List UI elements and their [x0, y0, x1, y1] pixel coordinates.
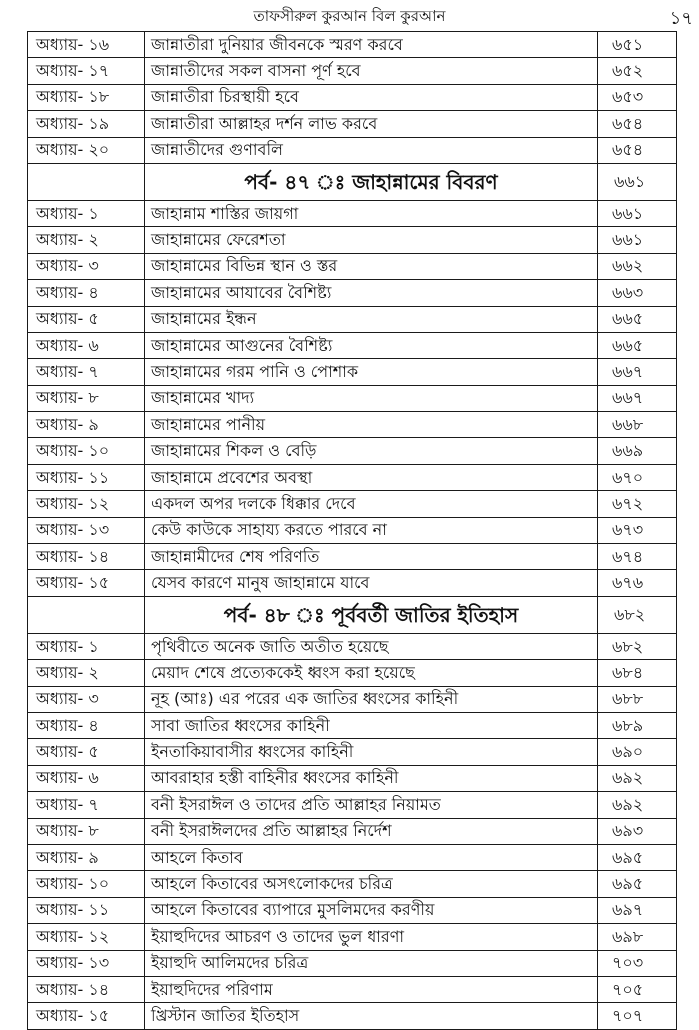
page-number-cell: ৬৮৮ [598, 686, 677, 712]
title-cell: জাহান্নামের আযাবের বৈশিষ্ট্য [145, 280, 598, 306]
page-number-cell: ৬৮২ [598, 633, 677, 659]
title-cell: জাহান্নামের শিকল ও বেড়ি [145, 438, 598, 464]
title-cell: বনী ইসরাঈলদের প্রতি আল্লাহর নির্দেশ [145, 818, 598, 844]
page-number-cell: ৬৬৭ [598, 385, 677, 411]
chapter-cell: অধ্যায়- ১ [28, 200, 145, 226]
table-row [28, 438, 677, 464]
chapter-cell: অধ্যায়- ৪ [28, 280, 145, 306]
chapter-cell: অধ্যায়- ৪ [28, 712, 145, 738]
chapter-cell: অধ্যায়- ৩ [28, 253, 145, 279]
title-cell: ইয়াহুদি আলিমদের চরিত্র [145, 950, 598, 976]
chapter-cell: অধ্যায়- ৫ [28, 306, 145, 332]
chapter-cell: অধ্যায়- ১৪ [28, 544, 145, 570]
chapter-cell: অধ্যায়- ১৭ [28, 58, 145, 84]
title-cell: জাহান্নামে প্রবেশের অবস্থা [145, 464, 598, 490]
chapter-cell: অধ্যায়- ১৩ [28, 950, 145, 976]
title-cell: একদল অপর দলকে ধিক্কার দেবে [145, 491, 598, 517]
table-of-contents [27, 31, 677, 1030]
table-row [28, 633, 677, 659]
chapter-cell: অধ্যায়- ৬ [28, 332, 145, 358]
page-number-cell: ৬৫২ [598, 58, 677, 84]
page-header [0, 0, 699, 30]
chapter-cell: অধ্যায়- ৮ [28, 385, 145, 411]
title-cell: যেসব কারণে মানুষ জাহান্নামে যাবে [145, 570, 598, 596]
page-number-cell: ৭০৩ [598, 950, 677, 976]
title-cell: জান্নাতীরা দুনিয়ার জীবনকে স্মরণ করবে [145, 32, 598, 58]
page-number-cell: ৭০৭ [598, 1003, 677, 1029]
table-row [28, 818, 677, 844]
table-row [28, 332, 677, 358]
title-cell: আহলে কিতাব [145, 844, 598, 870]
page-number-cell: ৬৭৩ [598, 517, 677, 543]
title-cell: জাহান্নামের ইন্ধন [145, 306, 598, 332]
page-number-cell: ৬৬১ [598, 227, 677, 253]
chapter-cell: অধ্যায়- ১৬ [28, 32, 145, 58]
title-cell: জান্নাতীদের গুণাবলি [145, 137, 598, 163]
part-title-cell: পর্ব- ৪৭ ঃ জাহান্নামের বিবরণ [145, 163, 598, 200]
title-cell: জান্নাতীরা চিরস্থায়ী হবে [145, 84, 598, 110]
page-number-cell: ৬৭৬ [598, 570, 677, 596]
table-row [28, 976, 677, 1002]
part-heading-row [28, 163, 677, 200]
page-number-cell: ৭০৫ [598, 976, 677, 1002]
title-cell: আবরাহার হস্তী বাহিনীর ধ্বংসের কাহিনী [145, 765, 598, 791]
table-row [28, 544, 677, 570]
chapter-cell: অধ্যায়- ১২ [28, 491, 145, 517]
title-cell: পৃথিবীতে অনেক জাতি অতীত হয়েছে [145, 633, 598, 659]
title-cell: আহলে কিতাবের ব্যাপারে মুসলিমদের করণীয় [145, 897, 598, 923]
chapter-cell: অধ্যায়- ১১ [28, 464, 145, 490]
title-cell: জান্নাতীদের সকল বাসনা পূর্ণ হবে [145, 58, 598, 84]
chapter-cell: অধ্যায়- ১১ [28, 897, 145, 923]
page-number-cell: ৬৯৫ [598, 844, 677, 870]
table-row [28, 897, 677, 923]
chapter-cell: অধ্যায়- ৯ [28, 412, 145, 438]
toc-body [28, 32, 677, 1030]
page-number-cell: ৬৯৭ [598, 897, 677, 923]
title-cell: নূহ (আঃ) এর পরের এক জাতির ধ্বংসের কাহিনী [145, 686, 598, 712]
table-row [28, 1003, 677, 1029]
chapter-cell: অধ্যায়- ৭ [28, 792, 145, 818]
title-cell: জাহান্নামীদের শেষ পরিণতি [145, 544, 598, 570]
chapter-cell: অধ্যায়- ১৯ [28, 111, 145, 137]
title-cell: ইনতাকিয়াবাসীর ধ্বংসের কাহিনী [145, 739, 598, 765]
table-row [28, 517, 677, 543]
page-number-cell: ৬৯০ [598, 739, 677, 765]
table-row [28, 385, 677, 411]
title-cell: কেউ কাউকে সাহায্য করতে পারবে না [145, 517, 598, 543]
running-header-title: তাফসীরুল কুরআন বিল কুরআন [253, 7, 446, 25]
chapter-cell: অধ্যায়- ১ [28, 633, 145, 659]
table-row [28, 306, 677, 332]
page-number-cell: ৬৯৮ [598, 924, 677, 950]
page-number-cell: ৬৭০ [598, 464, 677, 490]
title-cell: খ্রিস্টান জাতির ইতিহাস [145, 1003, 598, 1029]
title-cell: জান্নাতীরা আল্লাহর দর্শন লাভ করবে [145, 111, 598, 137]
table-row [28, 660, 677, 686]
page-number-cell: ৬৫৩ [598, 84, 677, 110]
chapter-cell: অধ্যায়- ২ [28, 227, 145, 253]
page-number-cell: ৬৫৪ [598, 137, 677, 163]
page-number-cell: ৬৬৫ [598, 306, 677, 332]
page-number-cell: ৬৯২ [598, 792, 677, 818]
chapter-cell: অধ্যায়- ১৮ [28, 84, 145, 110]
title-cell: জাহান্নাম শাস্তির জায়গা [145, 200, 598, 226]
page-number-cell: ৬৬৭ [598, 359, 677, 385]
page-number-cell: ৬৬১ [598, 200, 677, 226]
chapter-cell: অধ্যায়- ২ [28, 660, 145, 686]
title-cell: জাহান্নামের বিভিন্ন স্থান ও স্তর [145, 253, 598, 279]
table-row [28, 686, 677, 712]
chapter-cell: অধ্যায়- ১২ [28, 924, 145, 950]
table-row [28, 712, 677, 738]
part-title-cell: পর্ব- ৪৮ ঃ পূর্ববর্তী জাতির ইতিহাস [145, 596, 598, 633]
page-number-cell: ৬৮২ [598, 596, 677, 633]
table-row [28, 765, 677, 791]
chapter-cell: অধ্যায়- ৮ [28, 818, 145, 844]
title-cell: জাহান্নামের আগুনের বৈশিষ্ট্য [145, 332, 598, 358]
page-number-cell: ৬৯৫ [598, 871, 677, 897]
title-cell: বনী ইসরাঈল ও তাদের প্রতি আল্লাহর নিয়ামত [145, 792, 598, 818]
table-row [28, 792, 677, 818]
table-row [28, 111, 677, 137]
chapter-cell: অধ্যায়- ১৫ [28, 570, 145, 596]
title-cell: জাহান্নামের ফেরেশতা [145, 227, 598, 253]
table-row [28, 570, 677, 596]
page-number-cell: ৬৬৯ [598, 438, 677, 464]
chapter-cell: অধ্যায়- ১৩ [28, 517, 145, 543]
table-row [28, 280, 677, 306]
chapter-cell: অধ্যায়- ৭ [28, 359, 145, 385]
page-number-cell: ৬৬৩ [598, 280, 677, 306]
table-row [28, 871, 677, 897]
page-number-cell: ৬৬৫ [598, 332, 677, 358]
table-row [28, 58, 677, 84]
table-row [28, 84, 677, 110]
page-number-cell: ৬৮৯ [598, 712, 677, 738]
table-row [28, 137, 677, 163]
title-cell: জাহান্নামের খাদ্য [145, 385, 598, 411]
table-row [28, 844, 677, 870]
table-row [28, 464, 677, 490]
page-number-cell: ৬৬৮ [598, 412, 677, 438]
title-cell: সাবা জাতির ধ্বংসের কাহিনী [145, 712, 598, 738]
chapter-cell: অধ্যায়- ৬ [28, 765, 145, 791]
title-cell: আহলে কিতাবের অসৎলোকদের চরিত্র [145, 871, 598, 897]
table-row [28, 412, 677, 438]
chapter-cell: অধ্যায়- ৩ [28, 686, 145, 712]
page-number-cell: ৬৭২ [598, 491, 677, 517]
table-row [28, 200, 677, 226]
table-row [28, 32, 677, 58]
chapter-cell: অধ্যায়- ১০ [28, 871, 145, 897]
title-cell: ইয়াহুদিদের আচরণ ও তাদের ভুল ধারণা [145, 924, 598, 950]
chapter-cell: অধ্যায়- ৫ [28, 739, 145, 765]
table-row [28, 227, 677, 253]
chapter-cell [28, 596, 145, 633]
page-number: ১৭ [669, 8, 693, 29]
title-cell: ইয়াহুদিদের পরিণাম [145, 976, 598, 1002]
chapter-cell: অধ্যায়- ২০ [28, 137, 145, 163]
chapter-cell: অধ্যায়- ১৪ [28, 976, 145, 1002]
page-number-cell: ৬৬১ [598, 163, 677, 200]
table-row [28, 491, 677, 517]
page-number-cell: ৬৫৪ [598, 111, 677, 137]
table-row [28, 359, 677, 385]
chapter-cell [28, 163, 145, 200]
table-row [28, 950, 677, 976]
page-number-cell: ৬৮৪ [598, 660, 677, 686]
page-number-cell: ৬৫১ [598, 32, 677, 58]
chapter-cell: অধ্যায়- ১০ [28, 438, 145, 464]
part-heading-row [28, 596, 677, 633]
page-number-cell: ৬৭৪ [598, 544, 677, 570]
table-row [28, 924, 677, 950]
page-number-cell: ৬৯৩ [598, 818, 677, 844]
title-cell: মেয়াদ শেষে প্রত্যেককেই ধ্বংস করা হয়েছে [145, 660, 598, 686]
title-cell: জাহান্নামের পানীয় [145, 412, 598, 438]
page-number-cell: ৬৯২ [598, 765, 677, 791]
table-row [28, 739, 677, 765]
title-cell: জাহান্নামের গরম পানি ও পোশাক [145, 359, 598, 385]
chapter-cell: অধ্যায়- ৯ [28, 844, 145, 870]
table-row [28, 253, 677, 279]
chapter-cell: অধ্যায়- ১৫ [28, 1003, 145, 1029]
page-number-cell: ৬৬২ [598, 253, 677, 279]
